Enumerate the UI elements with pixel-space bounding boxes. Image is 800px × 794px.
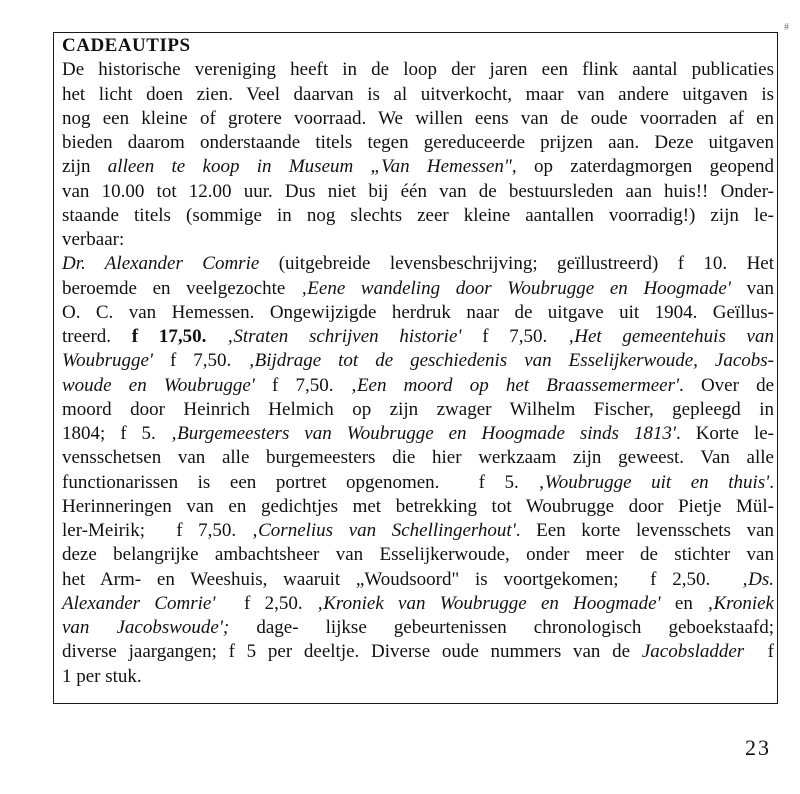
body-text: deze belangrijke ambachtsheer van Esselijkerwoude, onder meer de stichter van: [62, 544, 774, 566]
italic-title-text: ‚Burgemeesters van Woubrugge en Hoogmade sinds 1813': [170, 423, 676, 444]
body-text: O. C. van Hemessen. Ongewijzigde herdruk naar de uitgave uit 1904. Geïllus-: [62, 301, 774, 323]
text-line: [62, 471, 774, 495]
italic-title-text: woude en Woubrugge': [62, 374, 255, 396]
body-text: en: [660, 592, 708, 614]
body-text: , op zaterdagmorgen geopend: [511, 156, 774, 178]
body-text: . Over de: [679, 374, 775, 396]
body-text: dage- lijkse gebeurtenissen chronologisch geboekstaafd;: [229, 617, 774, 638]
body-text: . Een korte levensschets van: [515, 520, 774, 541]
italic-title-text: ‚Bijdrage tot de geschiedenis van Esselijkerwoude, Jacobs-: [248, 350, 774, 372]
text-line: [62, 252, 774, 276]
body-text: [206, 326, 227, 347]
italic-title-text: Woubrugge': [62, 350, 153, 372]
italic-title-text: Jacobsladder: [641, 641, 745, 663]
italic-title-text: Alexander Comrie': [62, 592, 216, 614]
body-text: het licht doen zien. Veel daarvan is al uitverkocht, maar van andere uitgaven is: [62, 83, 774, 105]
text-line: [62, 349, 774, 373]
text-line: [62, 422, 774, 446]
text-line: [62, 58, 774, 82]
text-line: [62, 398, 774, 422]
italic-title-text: ‚Het gemeentehuis van: [567, 326, 774, 347]
page-number: 23: [745, 735, 771, 760]
text-line: [62, 495, 774, 519]
italic-title-text: alleen te koop in Museum „Van Hemessen": [107, 156, 512, 178]
text-line: [62, 204, 774, 228]
text-line: [62, 592, 774, 616]
body-text: moord door Heinrich Helmich op zijn zwager Wilhelm Fischer, gepleegd in: [62, 398, 774, 420]
text-line: [62, 155, 774, 179]
text-line: [62, 543, 774, 567]
body-text: beroemde en veelgezochte: [62, 277, 301, 299]
body-text: . Korte le-: [675, 423, 774, 444]
text-line: [62, 277, 774, 301]
text-line: [62, 640, 774, 664]
italic-title-text: ‚Kroniek: [707, 592, 774, 614]
body-text: f 7,50.: [254, 374, 351, 396]
body-text: f 2,50.: [215, 592, 317, 614]
body-text: f 7,50.: [152, 350, 249, 372]
text-line: [62, 519, 774, 543]
text-line: [62, 446, 774, 470]
text-line: [62, 325, 774, 349]
body-text: staande titels (sommige in nog slechts zeer kleine aantallen voorradig!) zijn le-: [62, 204, 774, 226]
body-text: het Arm- en Weeshuis, waaruit „Woudsoord" is voortgekomen; f 2,50.: [62, 568, 742, 590]
body-text: De historische vereniging heeft in de loop der jaren een flink aantal publicaties: [62, 59, 774, 81]
body-text: Herinneringen van en gedichtjes met betrekking tot Woubrugge door Pietje Mül-: [62, 495, 774, 517]
text-line: [62, 131, 774, 155]
italic-title-text: ‚Cornelius van Schellingerhout': [251, 520, 516, 541]
body-text: 1804; f 5.: [62, 423, 171, 444]
bold-price-text: f 17,50.: [131, 326, 207, 347]
body-text: bieden daarom onderstaande titels tegen gereduceerde prijzen aan. Deze uitgaven: [62, 132, 774, 153]
body-text: ler-Meirik; f 7,50.: [62, 520, 252, 541]
body-text: treerd.: [62, 326, 132, 347]
text-line: [62, 374, 774, 398]
text-line: [62, 301, 774, 325]
body-text: functionarissen is een portret opgenomen. f 5.: [62, 471, 539, 493]
body-text: verbaar:: [62, 229, 125, 250]
italic-title-text: van Jacobswoude';: [62, 617, 230, 638]
body-text: .: [769, 471, 774, 493]
italic-title-text: Dr. Alexander Comrie: [62, 253, 260, 275]
corner-mark: #: [784, 22, 789, 33]
text-line: [62, 568, 774, 592]
text-line: [62, 107, 774, 131]
body-text: vensschetsen van alle burgemeesters die hier werkzaam zijn geweest. Van alle: [62, 447, 774, 469]
body-text: zijn: [62, 156, 108, 178]
text-line: [62, 83, 774, 107]
italic-title-text: ‚Kroniek van Woubrugge en Hoogmade': [316, 592, 661, 614]
body-text: van: [730, 277, 774, 299]
body-text: 1 per stuk.: [62, 665, 142, 687]
body-text: (uitgebreide levensbeschrijving; geïllustreerd) f 10. Het: [259, 253, 774, 275]
article-title: CADEAUTIPS: [62, 35, 191, 56]
text-line: [62, 616, 774, 640]
italic-title-text: ‚Straten schrijven historie': [227, 326, 462, 347]
italic-title-text: ‚Eene wandeling door Woubrugge en Hoogmade': [300, 277, 731, 299]
cadeautips-article: [62, 34, 774, 689]
italic-title-text: ‚Ds.: [741, 568, 774, 590]
text-line: [62, 665, 774, 689]
body-text: f 7,50.: [461, 326, 568, 347]
text-line: [62, 180, 774, 204]
body-text: diverse jaargangen; f 5 per deeltje. Diverse oude nummers van de: [62, 641, 642, 663]
italic-title-text: ‚Woubrugge uit en thuis': [538, 471, 770, 493]
body-text: nog een kleine of grotere voorraad. We willen eens van de oude voorraden af en: [62, 107, 774, 129]
body-text: f: [744, 641, 775, 663]
text-line: [62, 228, 774, 252]
body-text: van 10.00 tot 12.00 uur. Dus niet bij één van de bestuursleden aan huis!! Onder-: [62, 180, 774, 202]
italic-title-text: ‚Een moord op het Braassemermeer': [350, 374, 680, 396]
